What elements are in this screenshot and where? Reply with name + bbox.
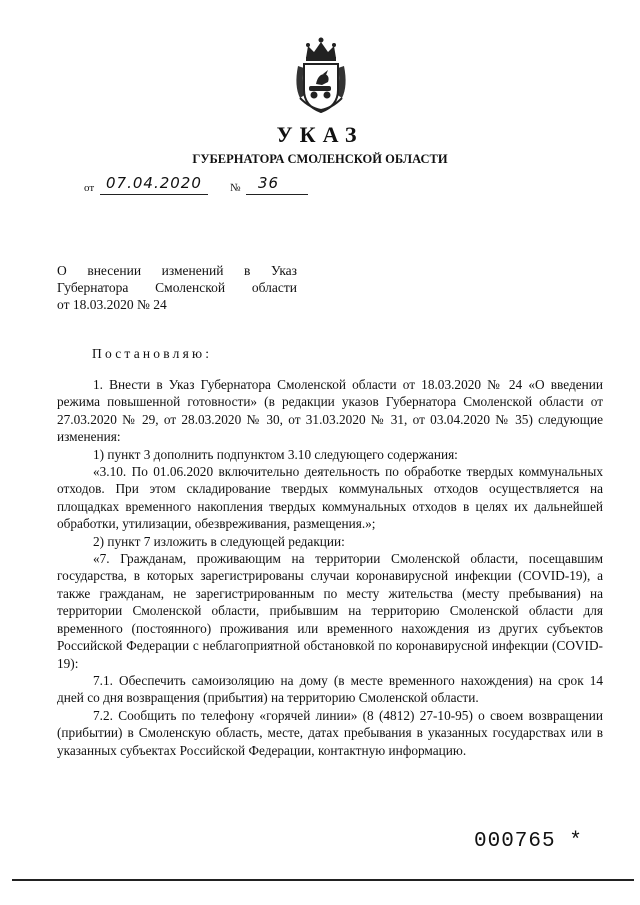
coat-of-arms-icon [292, 36, 350, 116]
paragraph: «3.10. По 01.06.2020 включительно деятельность по обработке твердых коммунальных отходов. При этом складирование твердых коммунальных отходов осуществляется на площадках временного накопления твердых коммунальных отходов в целях их дальнейшей обработки, утилизации, обезвреживания, размещения.»; [57, 464, 603, 532]
decree-body [57, 376, 603, 759]
bottom-rule [12, 879, 634, 881]
number-value: 36 [258, 174, 280, 192]
paragraph: 1) пункт 3 дополнить подпунктом 3.10 следующего содержания: [93, 446, 458, 462]
date-from-label: от [84, 182, 95, 194]
number-underline [246, 194, 308, 195]
number-label: № [230, 182, 241, 194]
paragraph: 2) пункт 7 изложить в следующей редакции: [93, 533, 345, 549]
document-subtitle: ГУБЕРНАТОРА СМОЛЕНСКОЙ ОБЛАСТИ [192, 152, 448, 166]
subject-line: Губернатора Смоленской области [57, 280, 297, 295]
date-underline [100, 194, 208, 195]
subject-line: О внесении изменений в Указ [57, 263, 297, 278]
paragraph: «7. Гражданам, проживающим на территории Смоленской области, посещавшим государства, в которых зарегистрированы случаи коронавирусной инфекции (COVID-19), а также гражданам, не зарегистрированным по месту жительства (месту пребывания) на территории Смоленской области, прибывшим на территорию Смоленской области для временного (постоянного) проживания или временного нахождения из других субъектов Российской Федерации с неблагоприятной обстановкой по коронавирусной инфекции (COVID-19): [57, 551, 603, 671]
paragraph: 7.1. Обеспечить самоизоляцию на дому (в месте временного нахождения) на срок 14 дней со дня возвращения (прибытия) на территорию Смоленской области. [57, 672, 603, 706]
serial-number: 000765 * [474, 830, 583, 853]
decree-word: Постановляю: [92, 346, 213, 361]
date-value: 07.04.2020 [106, 174, 202, 192]
document-title: УКАЗ [276, 122, 364, 147]
paragraph: 1. Внести в Указ Губернатора Смоленской области от 18.03.2020 № 24 «О введении режима повышенной готовности» (в редакции указов Губернатора Смоленской области от 27.03.2020 № 29, от 28.03.2020 № 30, от 31.03.2020 № 31, от 03.04.2020 № 35) следующие изменения: [57, 377, 603, 445]
subject-block [57, 262, 297, 313]
paragraph: 7.2. Сообщить по телефону «горячей линии» (8 (4812) 27-10-95) о своем возвращении (прибытии) в Смоленскую область, месте, датах пребывания в указанных государствах или в указанных субъектах Российской Федерации, контактную информацию. [57, 707, 603, 758]
subject-line: от 18.03.2020 № 24 [57, 297, 167, 312]
